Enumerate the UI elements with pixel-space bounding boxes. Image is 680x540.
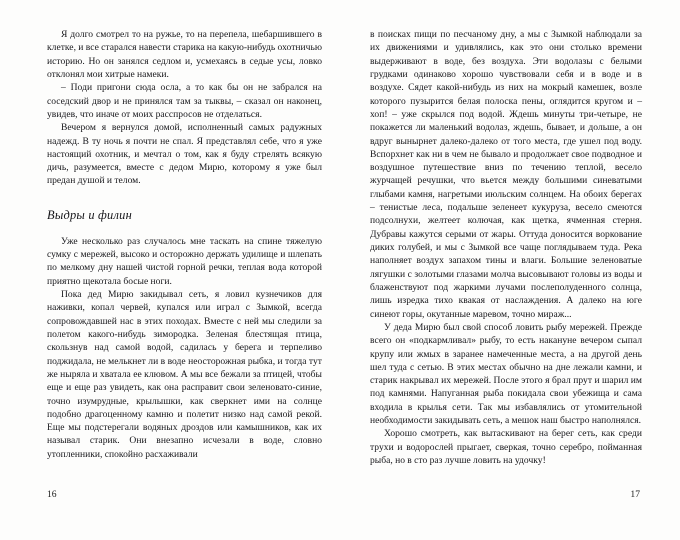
paragraph: Хорошо смотреть, как вытаскивают на берег сеть, как среди трухи и водорослей прыгает, сверкая, точно серебро, пойманная рыба, но в сто раз лучше ловить на удочку! [370, 428, 642, 466]
page-right-body [370, 28, 642, 467]
paragraph: Пока дед Мирю закидывал сеть, я ловил кузнечиков для наживки, копал червей, купался или играл с Зымкой, всегда сопровождавшей нас в этих походах. Вместе с ней мы следили за полетом какого-нибудь зимородка. Зеленая блестящая птица, скользнув над самой водой, садилась у берега и терпеливо поджидала, не мелькнет ли в воде неосторожная рыбка, и тогда тут же ныряла и хватала ее клювом. А мы все бежали за птицей, чтобы еще и еще раз увидеть, как она расправит свои зеленовато-синие, точно изумрудные, крылышки, как сверкнет ими на солнце подобно драгоценному камню и полетит низко над самой рекой. Еще мы подстерегали водяных дроздов или камышников, как их называл старик. Они внезапно исчезали в воде, словно утопленники, спокойно расхаживали [47, 289, 322, 460]
page-left-body [47, 28, 322, 461]
page-right [340, 0, 680, 540]
paragraph: – Поди пригони сюда осла, а то как бы он не забрался на соседский двор и не принялся там за тыквы, – сказал он наконец, увидев, что иначе от моих расспросов не отделаться. [47, 82, 322, 120]
page-right-text-block [370, 28, 645, 473]
paragraph: Вечером я вернулся домой, исполненный самых радужных надежд. В ту ночь я почти не спал. Я представлял себе, что я уже настоящий охотник, и мечтал о том, как я буду стрелять всякую дичь, разумеется, вместе с дедом Мирю, которому я уже был предан душой и телом. [47, 122, 322, 187]
paragraph: в поисках пищи по песчаному дну, а мы с Зымкой наблюдали за их движениями и удивлялись, как это они столько времени выдерживают в воде, без воздуха. Эти водолазы с белыми грудками одинаково хорошо чувствовали себя и в воде и в воздухе. Сядет какой-нибудь из них на мокрый камешек, возле которого пузырится белая полоска пены, оглядится кругом и – хоп! – уже скрылся под водой. Ждешь минуты три-четыре, не покажется ли маленький водолаз, ждешь, бывает, и дольше, а он вдруг вынырнет далеко-далеко от того места, где ушел под воду. Вспорхнет как ни в чем не бывало и продолжает свое подводное и воздушное путешествие вниз по течению теплой, весело журчащей речушки, что вьется между большими синеватыми глыбами камня, нагретыми июльским солнцем. На обоих берегах – тенистые леса, подальше зеленеет кукуруза, весело смеются подсолнухи, желтеет колючая, как щетка, ячменная стерня. Дубравы кажутся серыми от жары. Оттуда доносится воркование диких голубей, и мы с Зымкой все чаще поглядываем туда. Река наполняет воздух запахом тины и влаги. Большие зеленоватые лягушки с золотыми глазами молча высовывают головы из воды и блаженствуют под жаркими лучами послеполуденного солнца, лишь изредка тихо квакая от наслаждения. А далеко на юге синеют горы, окутанные маревом, точно мираж... [370, 29, 642, 320]
spacer [47, 188, 322, 208]
section-heading: Выдры и филин [47, 207, 132, 222]
paragraph: У деда Мирю был свой способ ловить рыбу мережей. Прежде всего он «подкармливал» рыбу, то есть накануне вечером сыпал крупу или жмых в заранее намеченные места, а на другой день шел туда с сетью. В этих местах обычно на дне лежали камни, и старик накрывал их мережей. После этого я брал прут и шарил им под камнями. Напуганная рыба покидала свои убежища и сама входила в крылья сети. Так мы избавлялись от утомительной необходимости закидывать сеть, а мешок наш быстро наполнялся. [370, 321, 642, 427]
paragraph: Уже несколько раз случалось мне таскать на спине тяжелую сумку с мережей, высоко и осторожно держать удилище и шлепать по мелкому дну нашей чистой горной речки, теплая вода которой приятно щекотала босые ноги. [47, 235, 322, 287]
page-left-text-block [47, 28, 322, 473]
spacer [47, 222, 322, 235]
paragraph: Я долго смотрел то на ружье, то на перепела, шебаршившего в клетке, и все старался навести старика на какую-нибудь охотничью историю. Но он занялся седлом и, усмехаясь в седые усы, ловко отклонял мои хитрые намеки. [47, 29, 323, 80]
page-number-left: 16 [47, 489, 57, 500]
page-number-right: 17 [630, 489, 640, 500]
